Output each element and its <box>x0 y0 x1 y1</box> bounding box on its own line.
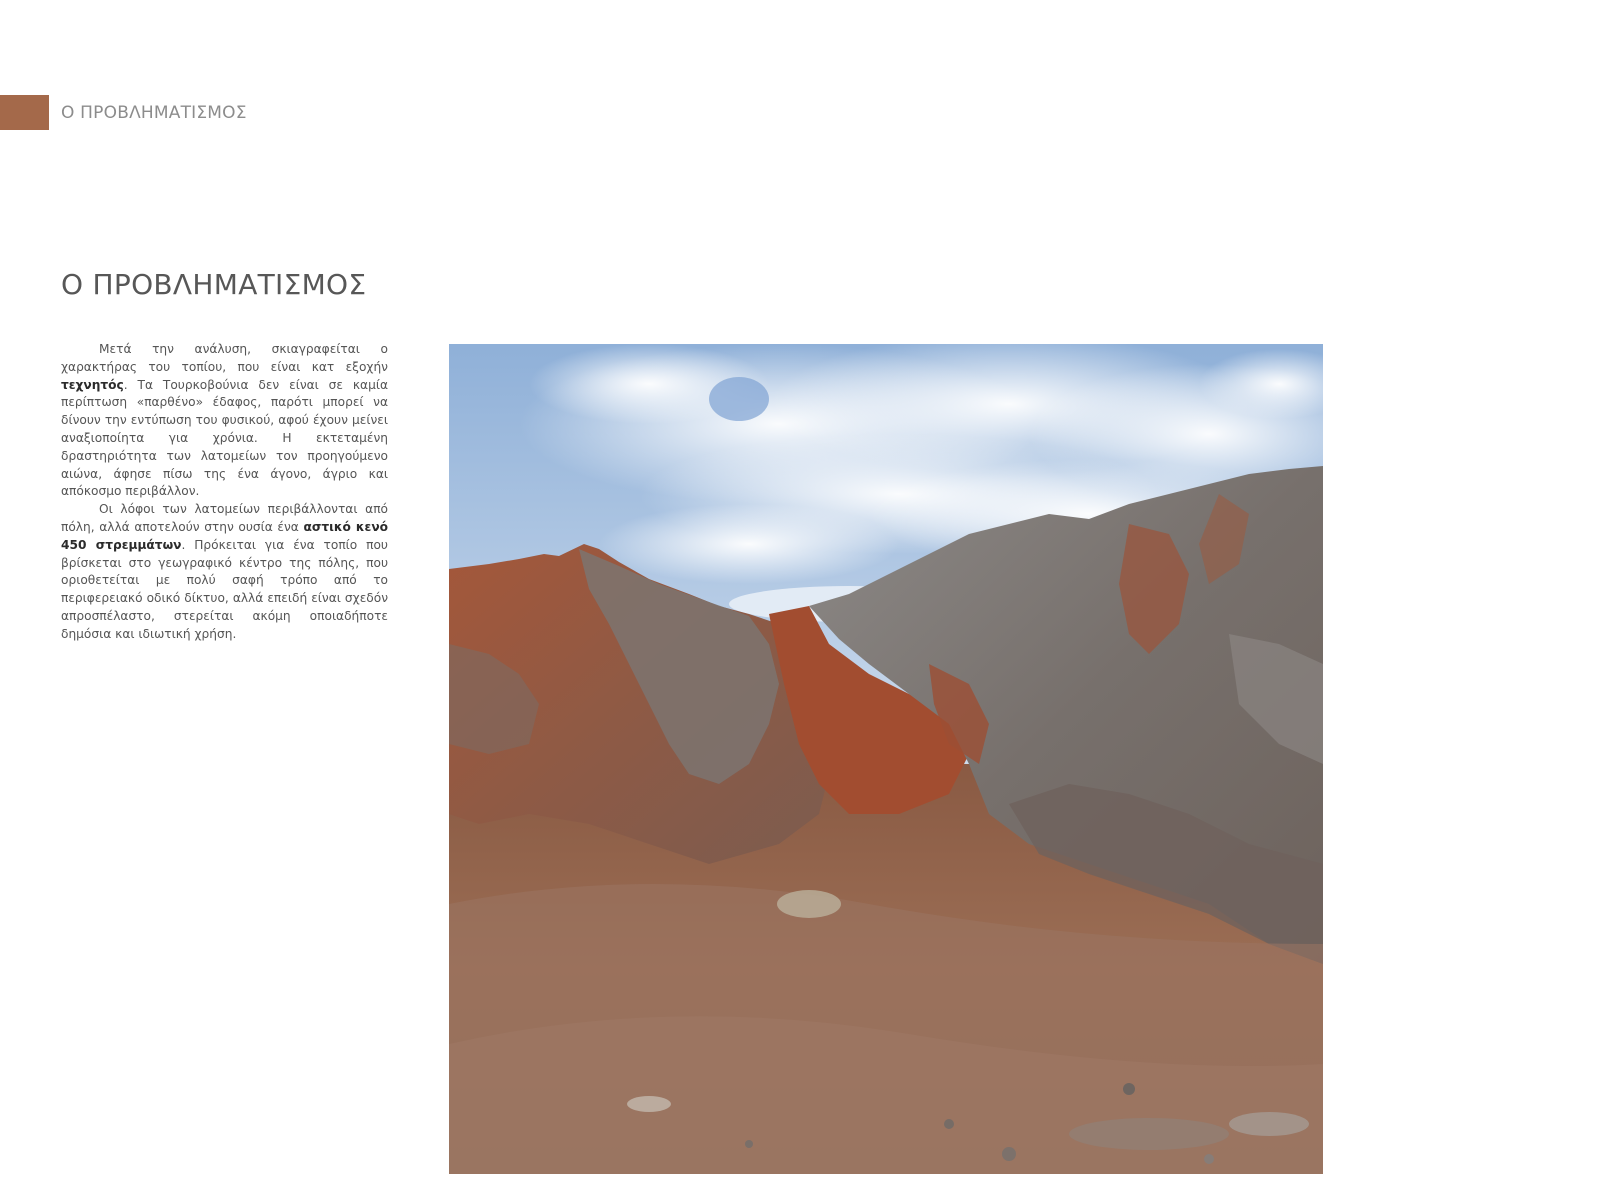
paragraph-1-bold: τεχνητός <box>61 377 124 392</box>
paragraph-2-text-b: . Πρόκειται για ένα τοπίο που βρίσκεται στο γεωγραφικό κέντρο της πόλης, που οριοθετείται με πολύ σαφή τρόπο από το περιφερειακό οδικό δίκτυο, αλλά επειδή είναι σχεδόν απροσπέλαστο, στερείται ακόμη οποιαδήποτε δημόσια και ιδιωτική χρήση. <box>61 537 388 641</box>
paragraph-2-bold: αστικό κενό 450 στρεμμάτων <box>61 519 388 552</box>
paragraph-1 <box>61 341 388 501</box>
quarry-landscape-photo <box>449 344 1323 1174</box>
section-label: Ο ΠΡΟΒΛΗΜΑΤΙΣΜΟΣ <box>61 103 247 123</box>
body-text <box>61 341 388 644</box>
paragraph-1-text-b: . Τα Τουρκοβούνια δεν είναι σε καμία περίπτωση «παρθένο» έδαφος, παρότι μπορεί να δίνουν την εντύπωση του φυσικού, αφού έχουν μείνει αναξιοποίητα για χρόνια. Η εκτεταμένη δραστηριότητα των λατομείων τον προηγούμενο αιώνα, άφησε πίσω της ένα άγονο, άγριο και απόκοσμο περιβάλλον. <box>61 377 388 499</box>
paragraph-2-text-a: Οι λόφοι των λατομείων περιβάλλονται από πόλη, αλλά αποτελούν στην ουσία ένα <box>61 502 388 534</box>
paragraph-2 <box>61 501 388 643</box>
page-title: Ο ΠΡΟΒΛΗΜΑΤΙΣΜΟΣ <box>61 268 367 301</box>
paragraph-1-text-a: Μετά την ανάλυση, σκιαγραφείται ο χαρακτήρας του τοπίου, που είναι κατ εξοχήν <box>61 342 388 374</box>
section-color-marker <box>0 95 49 130</box>
